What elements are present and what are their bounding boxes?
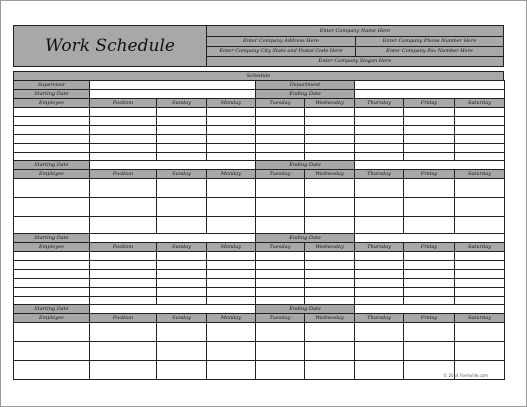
col-saturday: Saturday xyxy=(455,314,505,323)
cell-tuesday[interactable] xyxy=(256,323,305,342)
cell-wednesday[interactable] xyxy=(305,288,355,297)
cell-thursday[interactable] xyxy=(355,288,404,297)
starting-date-input[interactable] xyxy=(90,161,256,170)
cell-saturday[interactable] xyxy=(455,135,505,144)
cell-saturday[interactable] xyxy=(455,117,505,126)
cell-friday[interactable] xyxy=(404,270,455,279)
schedule-table-3 xyxy=(13,233,505,306)
schedule-rows xyxy=(14,108,505,162)
cell-monday[interactable] xyxy=(207,288,256,297)
cell-monday[interactable] xyxy=(207,108,256,117)
cell-monday[interactable] xyxy=(207,144,256,153)
col-tuesday: Tuesday xyxy=(256,314,305,323)
table-row xyxy=(14,323,505,342)
table-row xyxy=(14,270,505,279)
cell-position[interactable] xyxy=(90,342,157,361)
cell-employee[interactable] xyxy=(14,279,90,288)
starting-date-label: Starting Date xyxy=(14,161,90,170)
cell-wednesday[interactable] xyxy=(305,261,355,270)
schedule-rows xyxy=(14,323,505,380)
schedule-table-1 xyxy=(13,80,505,162)
col-sunday: Sunday xyxy=(157,243,207,252)
cell-monday[interactable] xyxy=(207,117,256,126)
cell-thursday[interactable] xyxy=(355,252,404,261)
cell-tuesday[interactable] xyxy=(256,144,305,153)
cell-thursday[interactable] xyxy=(355,261,404,270)
cell-friday[interactable] xyxy=(404,198,455,217)
cell-monday[interactable] xyxy=(207,198,256,217)
col-employee: Employee xyxy=(14,314,90,323)
table-row xyxy=(14,126,505,135)
starting-date-label: Starting Date xyxy=(14,305,90,314)
cell-employee[interactable] xyxy=(14,108,90,117)
cell-wednesday[interactable] xyxy=(305,126,355,135)
cell-position[interactable] xyxy=(90,198,157,217)
cell-position[interactable] xyxy=(90,179,157,198)
cell-position[interactable] xyxy=(90,279,157,288)
ending-date-label: Ending Date xyxy=(256,305,355,314)
cell-saturday[interactable] xyxy=(455,144,505,153)
table-row xyxy=(14,342,505,361)
cell-employee[interactable] xyxy=(14,117,90,126)
cell-sunday[interactable] xyxy=(157,144,207,153)
column-header-row xyxy=(14,170,505,179)
schedule-bar: Schedule xyxy=(13,71,504,81)
cell-employee[interactable] xyxy=(14,342,90,361)
cell-tuesday[interactable] xyxy=(256,198,305,217)
cell-tuesday[interactable] xyxy=(256,279,305,288)
starting-date-input[interactable] xyxy=(90,90,256,99)
schedule-table-4 xyxy=(13,304,505,380)
cell-employee[interactable] xyxy=(14,288,90,297)
dates-row xyxy=(14,161,505,170)
cell-friday[interactable] xyxy=(404,135,455,144)
col-thursday: Thursday xyxy=(355,314,404,323)
schedule-rows xyxy=(14,179,505,236)
cell-saturday[interactable] xyxy=(455,252,505,261)
cell-employee[interactable] xyxy=(14,126,90,135)
cell-position[interactable] xyxy=(90,117,157,126)
cell-tuesday[interactable] xyxy=(256,252,305,261)
cell-wednesday[interactable] xyxy=(305,179,355,198)
cell-tuesday[interactable] xyxy=(256,270,305,279)
col-thursday: Thursday xyxy=(355,243,404,252)
cell-position[interactable] xyxy=(90,108,157,117)
cell-saturday[interactable] xyxy=(455,126,505,135)
table-row xyxy=(14,135,505,144)
cell-position[interactable] xyxy=(90,144,157,153)
cell-monday[interactable] xyxy=(207,126,256,135)
col-friday: Friday xyxy=(404,314,455,323)
col-wednesday: Wednesday xyxy=(305,314,355,323)
cell-thursday[interactable] xyxy=(355,108,404,117)
cell-tuesday[interactable] xyxy=(256,261,305,270)
cell-wednesday[interactable] xyxy=(305,361,355,380)
cell-sunday[interactable] xyxy=(157,342,207,361)
starting-date-label: Starting Date xyxy=(14,90,90,99)
column-header-row xyxy=(14,243,505,252)
cell-sunday[interactable] xyxy=(157,361,207,380)
col-employee: Employee xyxy=(14,170,90,179)
col-wednesday: Wednesday xyxy=(305,170,355,179)
table-row xyxy=(14,252,505,261)
supervisor-label: Supervisor xyxy=(14,81,90,90)
cell-monday[interactable] xyxy=(207,261,256,270)
col-tuesday: Tuesday xyxy=(256,243,305,252)
ending-date-label: Ending Date xyxy=(256,90,355,99)
cell-saturday[interactable] xyxy=(455,261,505,270)
cell-employee[interactable] xyxy=(14,323,90,342)
cell-tuesday[interactable] xyxy=(256,108,305,117)
dates-row xyxy=(14,305,505,314)
city-field[interactable]: Enter Company City State and Postal Code Here xyxy=(219,47,343,54)
cell-position[interactable] xyxy=(90,261,157,270)
col-position: Position xyxy=(90,243,157,252)
cell-friday[interactable] xyxy=(404,252,455,261)
cell-tuesday[interactable] xyxy=(256,361,305,380)
cell-employee[interactable] xyxy=(14,198,90,217)
cell-friday[interactable] xyxy=(404,279,455,288)
address-field[interactable]: Enter Company Address Here xyxy=(243,37,319,44)
cell-tuesday[interactable] xyxy=(256,117,305,126)
table-row xyxy=(14,261,505,270)
phone-field[interactable]: Enter Company Phone Number Here xyxy=(382,37,477,44)
company-header xyxy=(13,25,504,67)
cell-sunday[interactable] xyxy=(157,270,207,279)
col-sunday: Sunday xyxy=(157,170,207,179)
cell-thursday[interactable] xyxy=(355,144,404,153)
cell-friday[interactable] xyxy=(404,288,455,297)
col-wednesday: Wednesday xyxy=(305,243,355,252)
starting-date-input[interactable] xyxy=(90,305,256,314)
table-row xyxy=(14,179,505,198)
ending-date-label: Ending Date xyxy=(256,234,355,243)
cell-sunday[interactable] xyxy=(157,179,207,198)
cell-position[interactable] xyxy=(90,361,157,380)
cell-thursday[interactable] xyxy=(355,179,404,198)
cell-monday[interactable] xyxy=(207,270,256,279)
company-name[interactable]: Enter Company Name Here xyxy=(207,26,503,37)
cell-sunday[interactable] xyxy=(157,135,207,144)
cell-wednesday[interactable] xyxy=(305,144,355,153)
col-saturday: Saturday xyxy=(455,170,505,179)
cell-thursday[interactable] xyxy=(355,135,404,144)
cell-thursday[interactable] xyxy=(355,361,404,380)
col-employee: Employee xyxy=(14,99,90,108)
cell-friday[interactable] xyxy=(404,342,455,361)
cell-employee[interactable] xyxy=(14,361,90,380)
col-saturday: Saturday xyxy=(455,243,505,252)
cell-position[interactable] xyxy=(90,126,157,135)
ending-date-input[interactable] xyxy=(355,305,505,314)
cell-wednesday[interactable] xyxy=(305,252,355,261)
cell-thursday[interactable] xyxy=(355,323,404,342)
table-row xyxy=(14,361,505,380)
cell-tuesday[interactable] xyxy=(256,342,305,361)
cell-wednesday[interactable] xyxy=(305,135,355,144)
cell-tuesday[interactable] xyxy=(256,126,305,135)
ending-date-input[interactable] xyxy=(355,90,505,99)
table-row xyxy=(14,144,505,153)
table-row xyxy=(14,279,505,288)
cell-sunday[interactable] xyxy=(157,288,207,297)
col-monday: Monday xyxy=(207,314,256,323)
title-box xyxy=(14,26,207,66)
schedule-table-2 xyxy=(13,160,505,236)
cell-sunday[interactable] xyxy=(157,252,207,261)
department-input[interactable] xyxy=(355,81,505,90)
company-info-box xyxy=(207,26,503,66)
cell-monday[interactable] xyxy=(207,135,256,144)
cell-sunday[interactable] xyxy=(157,117,207,126)
cell-thursday[interactable] xyxy=(355,279,404,288)
cell-thursday[interactable] xyxy=(355,198,404,217)
cell-saturday[interactable] xyxy=(455,270,505,279)
col-employee: Employee xyxy=(14,243,90,252)
dates-row xyxy=(14,234,505,243)
cell-tuesday[interactable] xyxy=(256,288,305,297)
cell-monday[interactable] xyxy=(207,252,256,261)
col-monday: Monday xyxy=(207,243,256,252)
cell-wednesday[interactable] xyxy=(305,323,355,342)
ending-date-label: Ending Date xyxy=(256,161,355,170)
cell-sunday[interactable] xyxy=(157,261,207,270)
cell-sunday[interactable] xyxy=(157,279,207,288)
cell-friday[interactable] xyxy=(404,117,455,126)
copyright-text: © 2014 Formville.com xyxy=(443,373,488,378)
cell-friday[interactable] xyxy=(404,126,455,135)
cell-sunday[interactable] xyxy=(157,108,207,117)
page-title: Work Schedule xyxy=(45,36,175,56)
cell-position[interactable] xyxy=(90,252,157,261)
col-saturday: Saturday xyxy=(455,99,505,108)
company-slogan[interactable]: Enter Company Slogan Here xyxy=(318,57,392,64)
table-row xyxy=(14,288,505,297)
cell-employee[interactable] xyxy=(14,270,90,279)
fax-field[interactable]: Enter Company Fax Number Here xyxy=(386,47,473,54)
cell-tuesday[interactable] xyxy=(256,179,305,198)
cell-friday[interactable] xyxy=(404,108,455,117)
cell-position[interactable] xyxy=(90,288,157,297)
cell-thursday[interactable] xyxy=(355,270,404,279)
starting-date-input[interactable] xyxy=(90,234,256,243)
cell-position[interactable] xyxy=(90,323,157,342)
cell-wednesday[interactable] xyxy=(305,279,355,288)
cell-wednesday[interactable] xyxy=(305,117,355,126)
cell-monday[interactable] xyxy=(207,323,256,342)
col-thursday: Thursday xyxy=(355,170,404,179)
cell-saturday[interactable] xyxy=(455,108,505,117)
cell-friday[interactable] xyxy=(404,323,455,342)
col-tuesday: Tuesday xyxy=(256,99,305,108)
col-position: Position xyxy=(90,314,157,323)
col-wednesday: Wednesday xyxy=(305,99,355,108)
cell-sunday[interactable] xyxy=(157,198,207,217)
cell-friday[interactable] xyxy=(404,179,455,198)
col-friday: Friday xyxy=(404,170,455,179)
column-header-row xyxy=(14,99,505,108)
cell-saturday[interactable] xyxy=(455,279,505,288)
cell-sunday[interactable] xyxy=(157,126,207,135)
column-header-row xyxy=(14,314,505,323)
ending-date-input[interactable] xyxy=(355,161,505,170)
cell-thursday[interactable] xyxy=(355,117,404,126)
table-row xyxy=(14,198,505,217)
supervisor-input[interactable] xyxy=(90,81,256,90)
cell-employee[interactable] xyxy=(14,144,90,153)
department-label: Department xyxy=(256,81,355,90)
cell-employee[interactable] xyxy=(14,135,90,144)
col-monday: Monday xyxy=(207,170,256,179)
supervisor-row xyxy=(14,81,505,90)
col-thursday: Thursday xyxy=(355,99,404,108)
cell-friday[interactable] xyxy=(404,144,455,153)
cell-sunday[interactable] xyxy=(157,323,207,342)
cell-saturday[interactable] xyxy=(455,198,505,217)
col-friday: Friday xyxy=(404,99,455,108)
col-sunday: Sunday xyxy=(157,314,207,323)
dates-row xyxy=(14,90,505,99)
cell-wednesday[interactable] xyxy=(305,198,355,217)
col-position: Position xyxy=(90,170,157,179)
cell-wednesday[interactable] xyxy=(305,270,355,279)
cell-tuesday[interactable] xyxy=(256,135,305,144)
cell-position[interactable] xyxy=(90,270,157,279)
cell-thursday[interactable] xyxy=(355,126,404,135)
cell-friday[interactable] xyxy=(404,261,455,270)
starting-date-label: Starting Date xyxy=(14,234,90,243)
col-position: Position xyxy=(90,99,157,108)
cell-wednesday[interactable] xyxy=(305,342,355,361)
col-monday: Monday xyxy=(207,99,256,108)
cell-saturday[interactable] xyxy=(455,342,505,361)
cell-saturday[interactable] xyxy=(455,179,505,198)
col-tuesday: Tuesday xyxy=(256,170,305,179)
col-friday: Friday xyxy=(404,243,455,252)
ending-date-input[interactable] xyxy=(355,234,505,243)
cell-monday[interactable] xyxy=(207,361,256,380)
table-row xyxy=(14,117,505,126)
cell-saturday[interactable] xyxy=(455,323,505,342)
cell-monday[interactable] xyxy=(207,342,256,361)
cell-employee[interactable] xyxy=(14,179,90,198)
cell-position[interactable] xyxy=(90,135,157,144)
cell-monday[interactable] xyxy=(207,279,256,288)
col-sunday: Sunday xyxy=(157,99,207,108)
cell-thursday[interactable] xyxy=(355,342,404,361)
schedule-rows xyxy=(14,252,505,306)
cell-monday[interactable] xyxy=(207,179,256,198)
cell-employee[interactable] xyxy=(14,261,90,270)
table-row xyxy=(14,108,505,117)
cell-employee[interactable] xyxy=(14,252,90,261)
cell-saturday[interactable] xyxy=(455,288,505,297)
cell-wednesday[interactable] xyxy=(305,108,355,117)
